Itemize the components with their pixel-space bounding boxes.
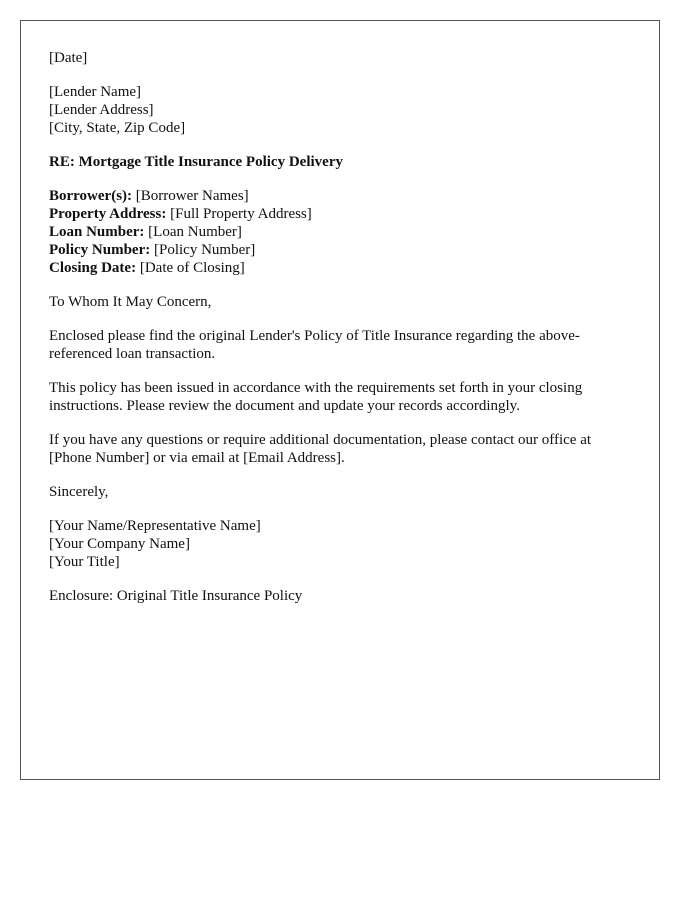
date-block	[49, 49, 635, 67]
signer-name: [Your Name/Representative Name]	[49, 518, 261, 534]
detail-label: Property Address:	[49, 206, 167, 222]
salutation: To Whom It May Concern,	[49, 294, 212, 310]
detail-property-address	[49, 205, 635, 223]
detail-value: [Date of Closing]	[139, 260, 245, 276]
detail-policy-number	[49, 241, 635, 259]
detail-loan-number	[49, 223, 635, 241]
loan-details-block	[49, 187, 635, 277]
body-paragraph-enclosed: Enclosed please find the original Lender's Policy of Title Insurance regarding the above-referenced loan transaction.	[49, 328, 580, 362]
lender-address-block	[49, 83, 635, 137]
lender-name: [Lender Name]	[49, 84, 142, 100]
detail-value: [Borrower Names]	[135, 188, 249, 204]
signer-company: [Your Company Name]	[49, 536, 190, 552]
letter-date: [Date]	[49, 50, 88, 66]
letter-body	[49, 49, 635, 621]
detail-value: [Full Property Address]	[170, 206, 312, 222]
body-paragraph-contact: If you have any questions or require additional documentation, please contact our office at [Phone Number] or via email at [Email Address].	[49, 432, 592, 466]
detail-borrowers	[49, 187, 635, 205]
signer-title: [Your Title]	[49, 554, 120, 570]
signature-block	[49, 517, 635, 571]
subject-line: RE: Mortgage Title Insurance Policy Delivery	[49, 154, 343, 170]
lender-city-state-zip: [City, State, Zip Code]	[49, 120, 186, 136]
detail-label: Policy Number:	[49, 242, 151, 258]
body-paragraph-policy: This policy has been issued in accordance with the requirements set forth in your closing instructions. Please review the document and update your records accordingly.	[49, 380, 583, 414]
detail-value: [Loan Number]	[148, 224, 242, 240]
detail-label: Loan Number:	[49, 224, 145, 240]
closing: Sincerely,	[49, 484, 109, 500]
detail-value: [Policy Number]	[153, 242, 256, 258]
detail-label: Borrower(s):	[49, 188, 133, 204]
lender-address: [Lender Address]	[49, 102, 154, 118]
detail-label: Closing Date:	[49, 260, 137, 276]
detail-closing-date	[49, 259, 635, 277]
letter-page	[20, 20, 660, 780]
enclosure-note: Enclosure: Original Title Insurance Policy	[49, 588, 303, 604]
